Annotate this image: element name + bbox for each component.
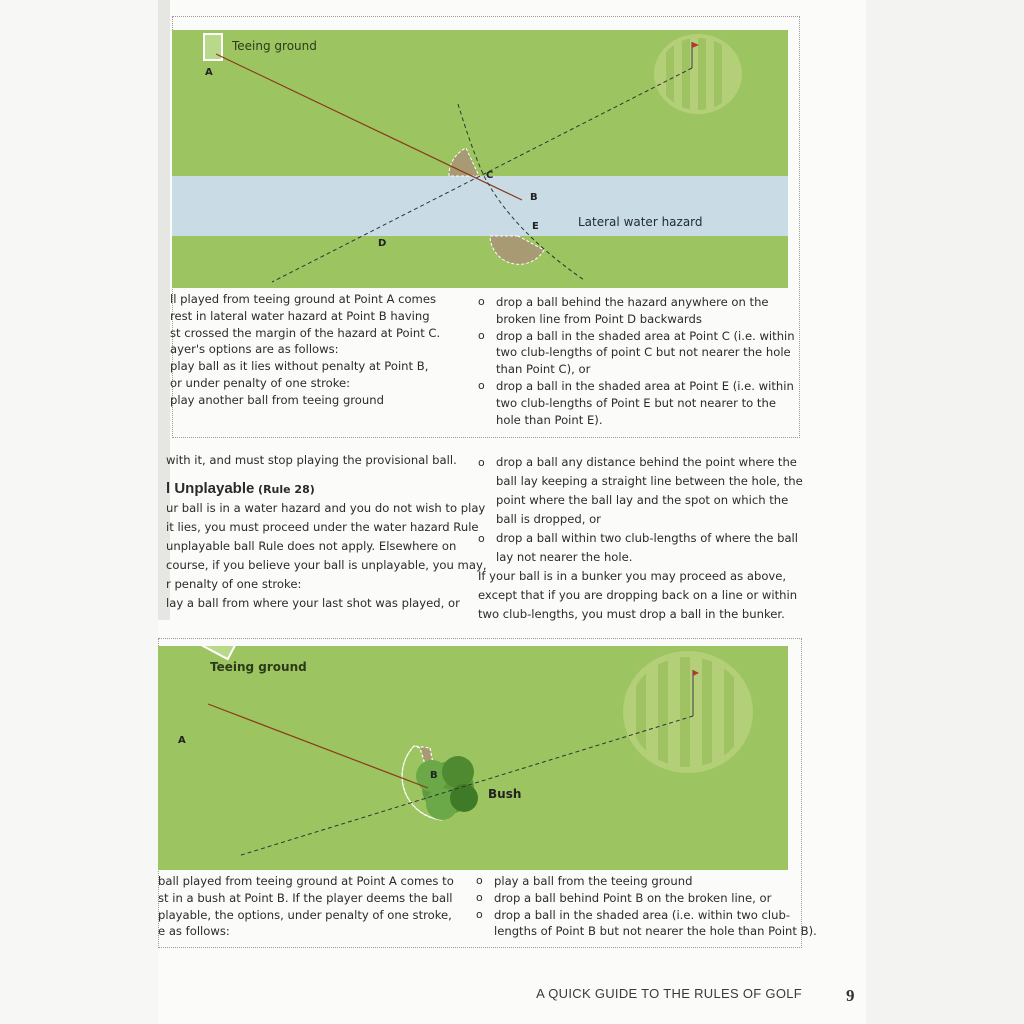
text-line: unplayable ball Rule does not apply. Elsewhere on [166,539,457,553]
teeing-ground-label: Teeing ground [210,660,307,674]
point-a-label: A [205,67,213,78]
text-line: it lies, you must proceed under the water hazard Rule [166,520,479,534]
text-line: with it, and must stop playing the provisional ball. [166,453,457,467]
text-line: broken line from Point D backwards [496,311,702,326]
text-line: two club-lengths of Point E but not nearer to the [496,395,776,410]
text-line: two club-lengths of point C but not nearer the hole [496,345,791,360]
text-line: o drop a ball within two club-lengths of where the ball [496,531,798,545]
text-line: r penalty of one stroke: [166,577,302,591]
point-d-label: D [378,238,387,249]
text-line: or under penalty of one stroke: [170,375,351,390]
section-heading [166,479,487,499]
point-a-label: A [178,735,186,746]
text-line: If your ball is in a bunker you may proceed as above, [478,569,787,583]
text-line: st crossed the margin of the hazard at Point C. [170,325,441,340]
bush-label: Bush [488,787,522,801]
text-line: except that if you are dropping back on a line or within [478,588,798,602]
text-line: o play a ball from the teeing ground [494,874,693,888]
left-page-edge [0,0,158,1024]
option-bullet [478,453,803,529]
text-line: point where the ball lay and the spot on which the [496,493,789,507]
option-bullet [476,873,817,890]
text-line: ball is dropped, or [496,512,601,526]
text-line: o drop a ball behind Point B on the broken line, or [494,890,772,905]
text-line: o drop a ball in the shaded area (i.e. within two club- [494,907,791,922]
text-line: than Point C), or [496,362,591,377]
right-background [866,0,1024,1024]
diagram-unplayable-bush [158,646,788,870]
option-bullet [478,294,795,328]
option-bullet [478,328,795,378]
text-line: ll played from teeing ground at Point A comes [170,292,437,306]
heading-text: l Unplayable [166,480,255,497]
text-line: playable, the options, under penalty of one stroke, [158,907,452,922]
text-line: ball lay keeping a straight line between the hole, the [496,474,803,488]
text-line: play ball as it lies without penalty at Point B, [170,359,429,374]
teeing-ground-label: Teeing ground [232,39,317,53]
text-line: e as follows: [158,924,230,939]
hazard-label: Lateral water hazard [578,215,703,229]
text-line: course, if you believe your ball is unplayable, you may, [166,558,487,572]
text-line: o drop a ball in the shaded area at Point E (i.e. within [496,378,794,393]
running-footer: A QUICK GUIDE TO THE RULES OF GOLF [536,986,802,1001]
diagram-water-hazard [172,30,788,290]
text-line: st in a bush at Point B. If the player deems the ball [158,890,453,905]
text-line: ayer's options are as follows: [170,342,339,357]
text-line: lay not nearer the hole. [496,550,633,564]
section1-right-text [478,294,795,428]
book-page [158,0,866,1024]
text-line: o drop a ball in the shaded area at Point C (i.e. within [496,328,795,343]
text-line: rest in lateral water hazard at Point B having [170,308,430,323]
text-line: two club-lengths, you must drop a ball in the bunker. [478,607,785,621]
option-bullet [478,529,803,567]
text-line: play another ball from teeing ground [170,392,384,407]
section2-right-text [478,453,803,624]
point-c-label: C [486,170,494,181]
section3-left-text [158,873,454,940]
option-bullet [476,890,817,907]
text-line: ur ball is in a water hazard and you do not wish to play [166,501,486,515]
rule-reference: (Rule 28) [258,483,315,496]
point-b-label: B [430,770,438,781]
text-line: lay a ball from where your last shot was played, or [166,596,460,610]
page-number: 9 [846,986,855,1005]
text-line: hole than Point E). [496,412,603,427]
section1-left-text [170,291,440,409]
section3-right-text [476,873,817,940]
text-line: lengths of Point B but not nearer the hole than Point B). [494,924,817,939]
text-line: o drop a ball any distance behind the point where the [496,455,797,469]
putting-green [626,654,750,770]
option-bullet [478,378,795,428]
point-b-label: B [530,192,538,203]
option-bullet [476,907,817,941]
point-e-label: E [532,221,539,232]
text-line: ball played from teeing ground at Point A comes to [158,874,454,888]
section2-left-text [166,451,487,613]
text-line: o drop a ball behind the hazard anywhere on the [496,295,769,309]
